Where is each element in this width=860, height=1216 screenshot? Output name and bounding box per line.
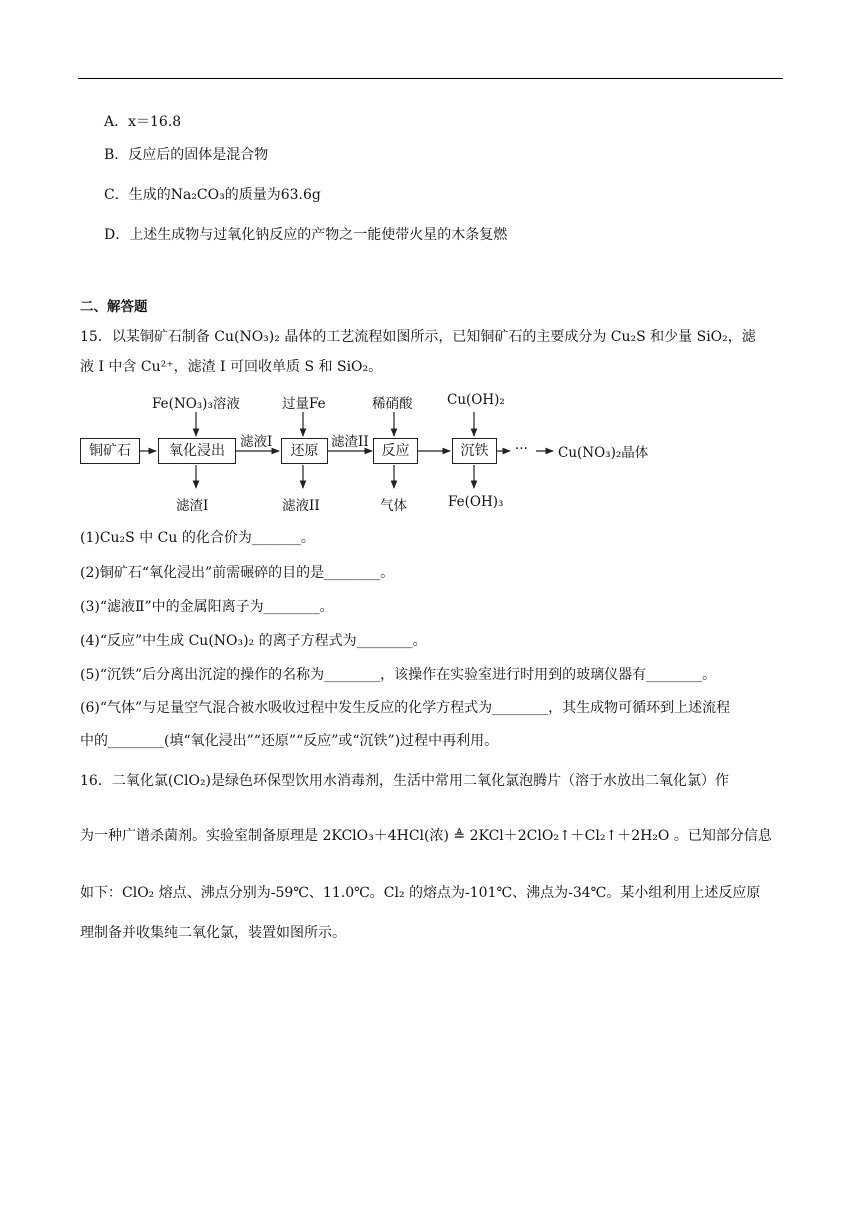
option-c: C．生成的Na₂CO₃的质量为63.6g	[104, 187, 321, 203]
flow-output-gas: 气体	[380, 498, 407, 514]
q15-sub4: (4)“反应”中生成 Cu(NO₃)₂ 的离子方程式为________。	[80, 633, 427, 649]
flow-input-excess-fe: 过量Fe	[282, 396, 326, 412]
flow-output-residue-1: 滤渣I	[176, 498, 209, 514]
flow-box-oxidation: 氧化浸出	[158, 438, 236, 464]
q16-line4: 理制备并收集纯二氧化氯，装置如图所示。	[80, 925, 346, 941]
q16-line2: 为一种广谱杀菌剂。实验室制备原理是 2KClO₃＋4HCl(浓) ≜ 2KCl＋2ClO₂↑＋Cl₂↑＋2H₂O 。已知部分信息	[80, 828, 772, 844]
q15-sub6-line1: (6)“气体”与足量空气混合被水吸收过程中发生反应的化学方程式为________，其生成物可循环到上述流程	[80, 700, 731, 716]
flow-product: Cu(NO₃)₂晶体	[558, 445, 649, 461]
q15-sub5: (5)“沉铁”后分离出沉淀的操作的名称为________，该操作在实验室进行时用到的玻璃仪器有________。	[80, 667, 717, 683]
option-b: B．反应后的固体是混合物	[104, 147, 269, 163]
q16-line1: 16．二氧化氯(ClO₂)是绿色环保型饮用水消毒剂，生活中常用二氧化氯泡腾片（溶于水放出二氧化氯）作	[80, 773, 730, 789]
flow-input-dilute-nitric: 稀硝酸	[372, 396, 413, 412]
flow-link-filtrate-1: 滤液I	[240, 434, 273, 450]
flow-box-ore: 铜矿石	[80, 438, 140, 464]
q15-sub6-line2: 中的________(填“氧化浸出”“还原”“反应”或“沉铁”)过程中再利用。	[80, 733, 499, 749]
flow-link-residue-2: 滤渣II	[331, 434, 369, 450]
q15-intro-2: 液 I 中含 Cu²⁺，滤渣 I 可回收单质 S 和 SiO₂。	[80, 359, 383, 375]
option-a: A．x＝16.8	[104, 114, 182, 130]
flow-box-iron-precip: 沉铁	[452, 438, 497, 464]
section-title: 二、解答题	[80, 299, 148, 315]
option-d: D．上述生成物与过氧化钠反应的产物之一能使带火星的木条复燃	[104, 227, 508, 243]
q15-sub1: (1)Cu₂S 中 Cu 的化合价为_______。	[80, 530, 315, 546]
q16-line3: 如下：ClO₂ 熔点、沸点分别为-59℃、11.0℃。Cl₂ 的熔点为-101℃、沸点为-34℃。某小组利用上述反应原	[80, 885, 761, 901]
q15-sub2: (2)铜矿石“氧化浸出”前需碾碎的目的是________。	[80, 565, 395, 581]
flow-ellipsis: ···	[515, 441, 528, 457]
flow-input-cu-hydroxide: Cu(OH)₂	[447, 392, 505, 408]
flow-output-filtrate-2: 滤液II	[282, 498, 320, 514]
flow-output-fe-hydroxide: Fe(OH)₃	[448, 494, 504, 510]
flow-box-reaction: 反应	[373, 438, 418, 464]
flow-input-fe-nitrate: Fe(NO₃)₃溶液	[152, 396, 240, 412]
q15-intro-1: 15．以某铜矿石制备 Cu(NO₃)₂ 晶体的工艺流程如图所示，已知铜矿石的主要成分为 Cu₂S 和少量 SiO₂，滤	[80, 329, 756, 345]
q15-sub3: (3)“滤液Ⅱ”中的金属阳离子为________。	[80, 599, 334, 615]
flow-box-reduction: 还原	[281, 438, 328, 464]
